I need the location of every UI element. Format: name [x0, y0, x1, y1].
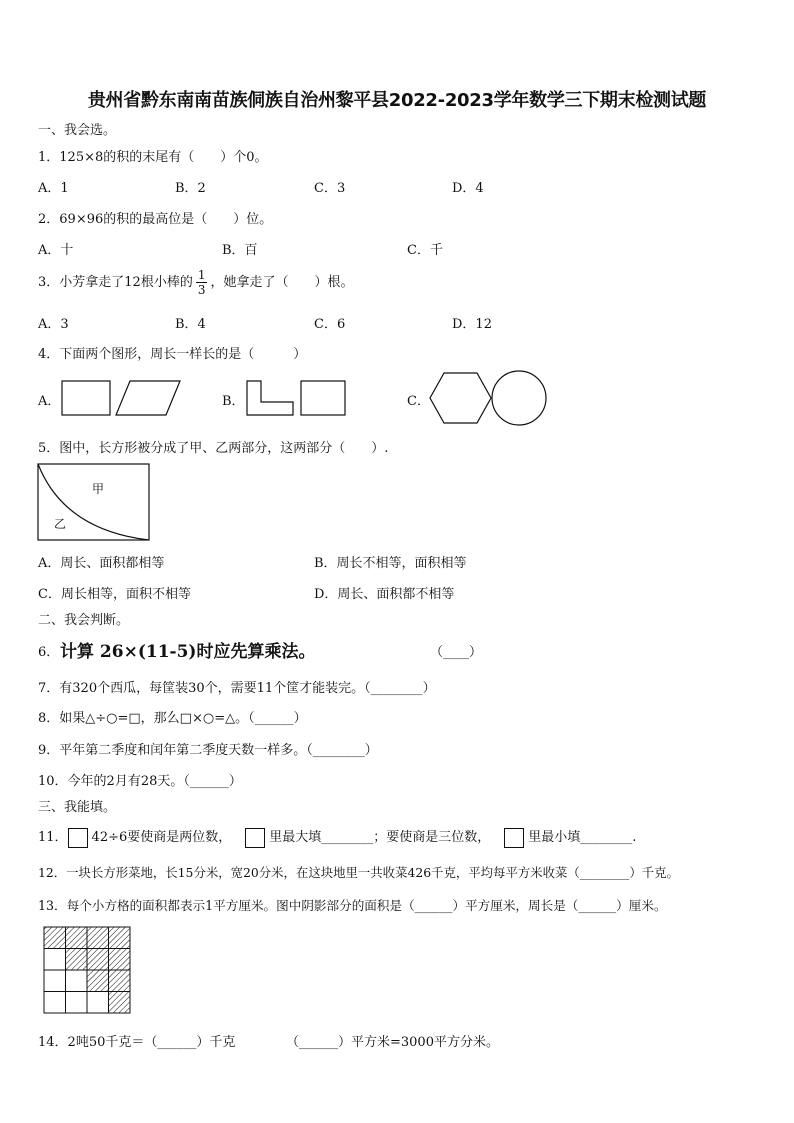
q11-number: 11． — [38, 830, 68, 845]
grid-cell-shaded — [87, 970, 109, 992]
q3-fraction-denominator: 3 — [197, 283, 206, 297]
q5-option-a: A．周长、面积都相等 — [38, 556, 165, 571]
question-9: 9．平年第二季度和闰年第二季度天数一样多。（________） — [38, 743, 378, 758]
q4-option-a: A． — [38, 394, 61, 409]
q5-option-d: D．周长、面积都不相等 — [314, 587, 455, 602]
grid-cell-empty — [66, 970, 88, 992]
q13-grid — [44, 927, 130, 1013]
q11-box-1 — [68, 828, 88, 848]
grid-cell-shaded — [109, 970, 131, 992]
grid-cell-empty — [44, 992, 66, 1014]
q11-part-3: 里最小填________. — [528, 830, 637, 845]
q4-b-square — [301, 381, 345, 415]
q11-box-3 — [504, 828, 524, 848]
question-8: 8．如果△÷○=□，那么□×○=△。（______） — [38, 711, 307, 726]
question-1: 1．125×8的积的末尾有（ ）个0。 — [38, 150, 268, 165]
q2-option-a: A．十 — [38, 243, 74, 258]
q11-box-2 — [245, 828, 265, 848]
grid-cell-shaded — [66, 927, 88, 949]
question-10: 10．今年的2月有28天。（______） — [38, 774, 242, 789]
q5-label-jia: 甲 — [92, 482, 105, 496]
question-14-part-2: （______）平方米=3000平方分米。 — [286, 1035, 499, 1050]
q1-option-b: B．2 — [175, 181, 206, 196]
section-heading-1: 一、我会选。 — [38, 123, 117, 138]
section-heading-2: 二、我会判断。 — [38, 613, 130, 628]
grid-cell-shaded — [109, 949, 131, 971]
grid-cell-shaded — [87, 949, 109, 971]
grid-cell-empty — [66, 992, 88, 1014]
question-4: 4．下面两个图形，周长一样长的是（ ） — [38, 347, 307, 362]
q3-option-d: D．12 — [452, 317, 492, 332]
grid-cell-shaded — [66, 949, 88, 971]
question-7: 7．有320个西瓜，每筐装30个，需要11个筐才能装完。（________） — [38, 681, 436, 696]
q4-a-square — [62, 381, 110, 415]
grid-cell-shaded — [109, 992, 131, 1014]
q2-option-c: C．千 — [407, 243, 443, 258]
question-13: 13．每个小方格的面积都表示1平方厘米。图中阴影部分的面积是（______）平方厘米，周长是（______）厘米。 — [38, 898, 667, 913]
q3-option-b: B．4 — [175, 317, 206, 332]
q11-part-2: 里最大填________；要使商是三位数， — [269, 830, 491, 845]
q1-option-c: C．3 — [314, 181, 346, 196]
question-6-number: 6． — [38, 645, 60, 660]
q4-b-l-shape — [247, 381, 293, 415]
q5-option-c: C．周长相等，面积不相等 — [38, 587, 191, 602]
question-12: 12．一块长方形菜地，长15分米，宽20分米，在这块地里一共收菜426千克，平均每平方米收菜（________）千克。 — [38, 865, 679, 880]
q3-option-c: C．6 — [314, 317, 346, 332]
q3-text-post: ，她拿走了（ ）根。 — [210, 275, 354, 290]
q5-option-b: B．周长不相等，面积相等 — [314, 556, 467, 571]
q5-label-yi: 乙 — [54, 517, 67, 531]
q3-text-pre: 3．小芳拿走了12根小棒的 — [38, 275, 193, 290]
q6-answer-blank: （____） — [430, 645, 483, 660]
q4-a-parallelogram — [116, 381, 180, 415]
question-6: 计算 26×(11-5)时应先算乘法。 — [60, 642, 316, 662]
grid-cell-empty — [44, 970, 66, 992]
question-2: 2．69×96的积的最高位是（ ）位。 — [38, 212, 273, 227]
page-title: 贵州省黔东南南苗族侗族自治州黎平县2022-2023学年数学三下期末检测试题 — [87, 90, 707, 111]
q11-part-1: 42÷6要使商是两位数， — [91, 830, 232, 845]
grid-cell-shaded — [109, 927, 131, 949]
q4-option-b: B． — [222, 394, 245, 409]
grid-cell-shaded — [87, 927, 109, 949]
question-14-part-1: 14．2吨50千克＝（______）千克 — [38, 1035, 236, 1050]
grid-cell-empty — [44, 949, 66, 971]
q3-option-a: A．3 — [38, 317, 69, 332]
question-5: 5．图中，长方形被分成了甲、乙两部分，这两部分（ ）. — [38, 441, 389, 456]
q4-c-hexagon — [430, 373, 491, 423]
q2-option-b: B．百 — [222, 243, 258, 258]
grid-cell-empty — [87, 992, 109, 1014]
q1-option-d: D．4 — [452, 181, 484, 196]
question-11 — [38, 826, 636, 848]
q4-c-circle — [492, 371, 546, 425]
q3-fraction-numerator: 1 — [197, 268, 206, 282]
q1-option-a: A．1 — [38, 181, 69, 196]
q4-option-c: C． — [407, 394, 430, 409]
grid-cell-shaded — [44, 927, 66, 949]
section-heading-3: 三、我能填。 — [38, 800, 117, 815]
